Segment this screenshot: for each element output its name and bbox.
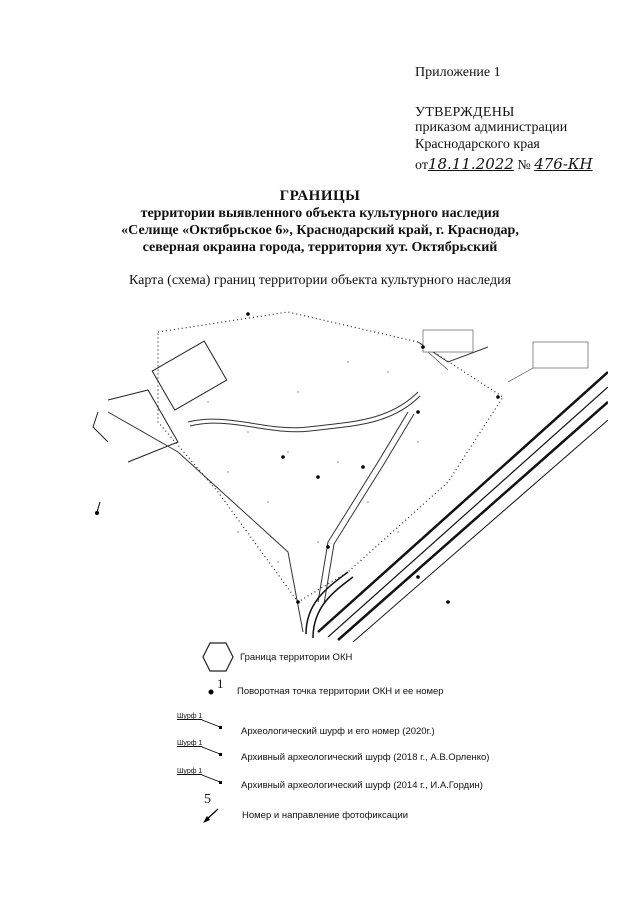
legend-pit-2018-label: Шурф 1 bbox=[177, 740, 203, 747]
map-highway bbox=[306, 372, 608, 642]
legend-item-pit-2014: Архивный археологический шурф (2014 г., И.А.Гордин) bbox=[241, 780, 483, 791]
legend-photo-number: 5 bbox=[204, 792, 211, 807]
legend-pit-2018-icon bbox=[200, 745, 226, 759]
legend-boundary-icon bbox=[200, 640, 236, 674]
number-prefix: № bbox=[517, 158, 531, 173]
approved-line-2: Краснодарского края bbox=[415, 137, 540, 152]
legend-turn-point-icon bbox=[205, 686, 217, 698]
map-caption: Карта (схема) границ территории объекта культурного наследия bbox=[128, 273, 512, 288]
legend-pit-2020-label: Шурф 1 bbox=[177, 713, 203, 720]
map-photo-marker bbox=[96, 502, 101, 515]
legend-item-photo: Номер и направление фотофиксации bbox=[242, 810, 409, 821]
approval-date: 18.11.2022 bbox=[427, 155, 514, 173]
title-line-3: северная окраина города, территория хут. Октябрьский bbox=[142, 240, 498, 255]
approval-date-line bbox=[415, 155, 593, 174]
map-roads bbox=[108, 342, 488, 632]
map-legend bbox=[0, 640, 640, 840]
approval-number: 476-КН bbox=[534, 155, 593, 173]
legend-item-turn-point: Поворотная точка территории ОКН и ее номер bbox=[237, 686, 444, 697]
legend-turn-point-number: 1 bbox=[217, 676, 224, 691]
date-prefix: от bbox=[415, 158, 428, 173]
legend-pit-2020-icon bbox=[200, 718, 226, 732]
map-boundary bbox=[158, 312, 503, 602]
boundary-map bbox=[88, 302, 608, 642]
map-callouts bbox=[423, 330, 588, 382]
legend-item-pit-2020: Археологический шурф и его номер (2020г.) bbox=[241, 726, 435, 737]
approved-label: УТВЕРЖДЕНЫ bbox=[415, 105, 515, 120]
approved-line-1: приказом администрации bbox=[415, 120, 568, 135]
title-line-2: «Селище «Октябрьское 6», Краснодарский край, г. Краснодар, bbox=[121, 223, 519, 238]
legend-item-pit-2018: Архивный археологический шурф (2018 г., А.В.Орленко) bbox=[241, 752, 490, 763]
map-buildings bbox=[93, 341, 227, 462]
document-title: ГРАНИЦЫ bbox=[279, 188, 361, 204]
map-turn-points bbox=[246, 312, 500, 604]
legend-item-boundary: Граница территории ОКН bbox=[240, 652, 353, 663]
appendix-label: Приложение 1 bbox=[415, 65, 501, 80]
title-line-1: территории выявленного объекта культурного наследия bbox=[140, 206, 500, 221]
legend-photo-arrow-icon bbox=[200, 806, 224, 826]
legend-pit-2014-icon bbox=[200, 773, 226, 787]
map-territory-dots bbox=[207, 361, 418, 562]
legend-pit-2014-label: Шурф 1 bbox=[177, 768, 203, 775]
